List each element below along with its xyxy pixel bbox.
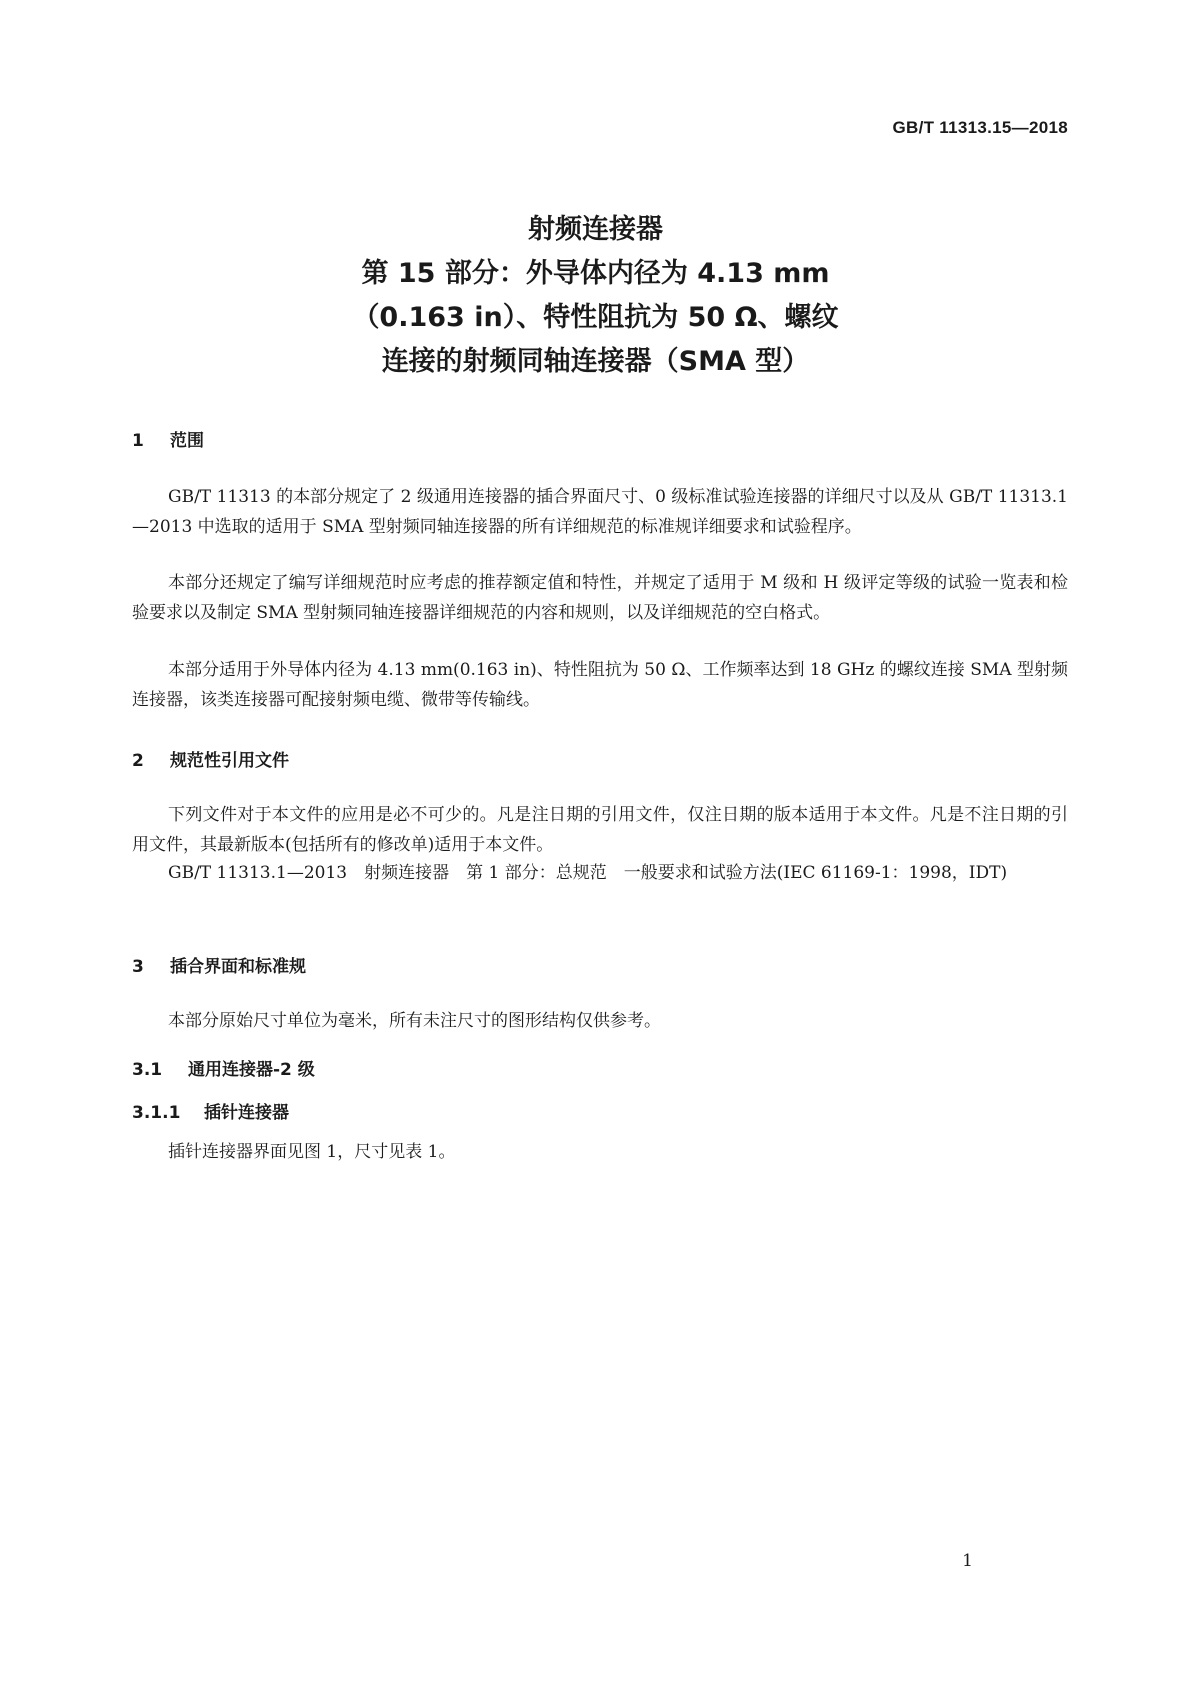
section-title: 规范性引用文件 (170, 751, 289, 771)
section-1-heading (132, 426, 204, 451)
section-3-1-1-heading (132, 1098, 289, 1123)
section-title: 插合界面和标准规 (170, 957, 306, 977)
section-3-heading (132, 952, 306, 977)
section-2-heading (132, 746, 289, 771)
paragraph: GB/T 11313 的本部分规定了 2 级通用连接器的插合界面尺寸、0 级标准试验连接器的详细尺寸以及从 GB/T 11313.1—2013 中选取的适用于 SMA 型射频同轴连接器的所有详细规范的标准规详细要求和试验程序。 (132, 487, 1068, 537)
paragraph: 本部分原始尺寸单位为毫米，所有未注尺寸的图形结构仅供参考。 (168, 1011, 661, 1031)
section-number: 3.1 (132, 1060, 163, 1080)
section-number: 2 (132, 751, 144, 771)
paragraph: 插针连接器界面见图 1，尺寸见表 1。 (168, 1142, 456, 1162)
title-line-1: 射频连接器 (528, 214, 663, 245)
title-line-3: （0.163 in）、特性阻抗为 50 Ω、螺纹 (352, 302, 839, 333)
section-number: 3.1.1 (132, 1103, 181, 1123)
reference-entry: GB/T 11313.1—2013 射频连接器 第 1 部分：总规范 一般要求和试验方法(IEC 61169-1：1998，IDT) (168, 863, 1008, 883)
section-3-1-heading (132, 1055, 315, 1080)
paragraph: 下列文件对于本文件的应用是必不可少的。凡是注日期的引用文件，仅注日期的版本适用于本文件。凡是不注日期的引用文件，其最新版本(包括所有的修改单)适用于本文件。 (132, 805, 1068, 855)
paragraph: 本部分适用于外导体内径为 4.13 mm(0.163 in)、特性阻抗为 50 Ω、工作频率达到 18 GHz 的螺纹连接 SMA 型射频连接器，该类连接器可配接射频电缆、微带等传输线。 (132, 660, 1068, 710)
title-line-4: 连接的射频同轴连接器（SMA 型） (381, 346, 810, 377)
page-number: 1 (962, 1551, 973, 1571)
section-title: 通用连接器-2 级 (188, 1060, 315, 1080)
section-number: 3 (132, 957, 144, 977)
section-number: 1 (132, 431, 144, 451)
title-line-2: 第 15 部分：外导体内径为 4.13 mm (361, 258, 830, 289)
section-title: 插针连接器 (204, 1103, 289, 1123)
paragraph: 本部分还规定了编写详细规范时应考虑的推荐额定值和特性，并规定了适用于 M 级和 H 级评定等级的试验一览表和检验要求以及制定 SMA 型射频同轴连接器详细规范的内容和规则，以及详细规范的空白格式。 (132, 573, 1068, 623)
standard-id: GB/T 11313.15—2018 (892, 118, 1068, 137)
section-title: 范围 (170, 431, 204, 451)
document-title (0, 208, 1191, 384)
